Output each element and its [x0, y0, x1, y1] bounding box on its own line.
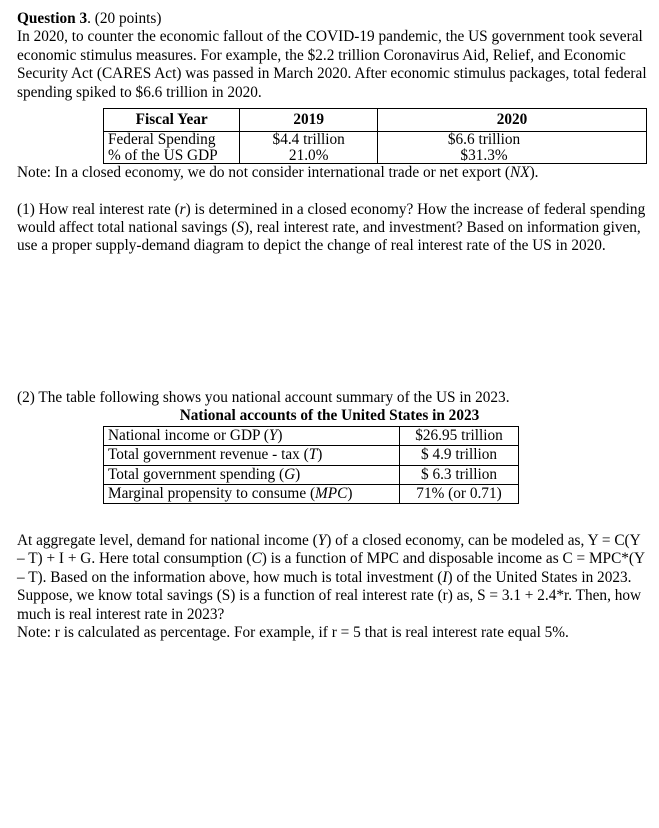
- row-label-close: ): [277, 427, 283, 445]
- row-label: [104, 446, 400, 465]
- symbol-mpc: MPC: [315, 484, 348, 502]
- percentage-note: Note: r is calculated as percentage. For example, if r = 5 that is real interest rate equal 5%.: [17, 624, 569, 642]
- table-row: [104, 446, 519, 465]
- question-label: Question 3: [17, 10, 88, 27]
- row-label: [104, 427, 400, 446]
- fiscal-table-2020: [378, 132, 647, 164]
- row-label-text: Total government revenue - tax (: [108, 446, 309, 464]
- question-header: [17, 10, 647, 28]
- table-row: [104, 427, 519, 446]
- question-page: [17, 10, 647, 643]
- note-suffix: ).: [529, 164, 539, 182]
- part-3-text: At aggregate level, demand for national income (: [17, 532, 318, 550]
- fiscal-table-header: Fiscal Year: [104, 109, 240, 132]
- row-value: $ 4.9 trillion: [400, 446, 519, 465]
- part-1-text: (1) How real interest rate (: [17, 200, 180, 218]
- row-value: $26.95 trillion: [400, 427, 519, 446]
- part-1-text: ), real interest rate, and investment? Based on information given, use a proper supply-demand diagram to depict the change of real interest rate of the US in 2020.: [17, 219, 641, 255]
- value-2019-share: 21.0%: [288, 146, 329, 164]
- table-row: [104, 465, 519, 484]
- symbol-c: C: [251, 550, 262, 568]
- table-row: [104, 484, 519, 503]
- question-points: . (20 points): [87, 10, 162, 27]
- part-3-text: ) of a closed economy, can be modeled as, Y = C(Y – T) + I + G. Here total consumption (: [17, 532, 641, 568]
- row-label: [104, 484, 400, 503]
- fiscal-table-2019: [240, 132, 378, 164]
- fiscal-table-row: [104, 132, 647, 164]
- question-intro: In 2020, to counter the economic fallout of the COVID-19 pandemic, the US government took several economic stimulus measures. For example, the $2.2 trillion Coronavirus Aid, Relief, and Economic Security Act (CARES Act) was passed in March 2020. After economic stimulus packages, total federal spending spiked to $6.6 trillion in 2020.: [17, 28, 647, 101]
- row-label-text: Marginal propensity to consume (: [108, 484, 316, 502]
- closed-economy-note: [17, 164, 647, 182]
- national-accounts-title: National accounts of the United States in 2023: [179, 407, 480, 425]
- note-symbol: NX: [510, 164, 530, 182]
- row-label-federal-spending: Federal Spending: [108, 131, 216, 149]
- part-3-question: [17, 532, 647, 624]
- row-label: [104, 465, 400, 484]
- row-value: $ 6.3 trillion: [400, 465, 519, 484]
- row-label-close: ): [295, 465, 301, 483]
- fiscal-table-header-row: [104, 109, 647, 132]
- row-label-close: ): [317, 446, 323, 464]
- value-2020-spending: $6.6 trillion: [447, 131, 521, 149]
- symbol-i: I: [442, 568, 448, 586]
- fiscal-table-labels: [104, 132, 240, 164]
- symbol-g: G: [284, 465, 296, 483]
- symbol-t: T: [308, 446, 318, 464]
- row-label-close: ): [347, 484, 353, 502]
- part-3-text: ) is a function of MPC and disposable income as C = MPC*(Y – T). Based on the information above, how much is total investment (: [17, 550, 645, 586]
- row-label-text: National income or GDP (: [108, 427, 269, 445]
- value-2019-spending: $4.4 trillion: [272, 131, 345, 149]
- row-label-text: Total government spending (: [108, 465, 285, 483]
- fiscal-table-header: 2019: [240, 109, 378, 132]
- value-2020-share: $31.3%: [460, 146, 508, 164]
- part-2-intro: (2) The table following shows you national account summary of the US in 2023.: [17, 388, 510, 406]
- part-1-question: [17, 201, 647, 256]
- symbol-s: S: [236, 219, 244, 237]
- row-label-gdp-share: % of the US GDP: [108, 146, 218, 164]
- symbol-r: r: [179, 200, 186, 218]
- note-text: Note: In a closed economy, we do not consider international trade or net export (: [17, 164, 511, 182]
- national-accounts-table: [103, 426, 519, 504]
- fiscal-table: [103, 108, 647, 164]
- symbol-y: Y: [317, 532, 327, 550]
- row-value: 71% (or 0.71): [400, 484, 519, 503]
- part-1-text: ) is determined in a closed economy? How the increase of federal spending would affect total national savings (: [17, 200, 646, 237]
- part-3-text: ) of the United States in 2023. Suppose, we know total savings (S) is a function of real interest rate (r) as, S = 3.1 + 2.4*r. Then, how much is real interest rate in 2023?: [17, 568, 642, 623]
- fiscal-table-header: 2020: [378, 109, 647, 132]
- symbol-y: Y: [268, 427, 278, 445]
